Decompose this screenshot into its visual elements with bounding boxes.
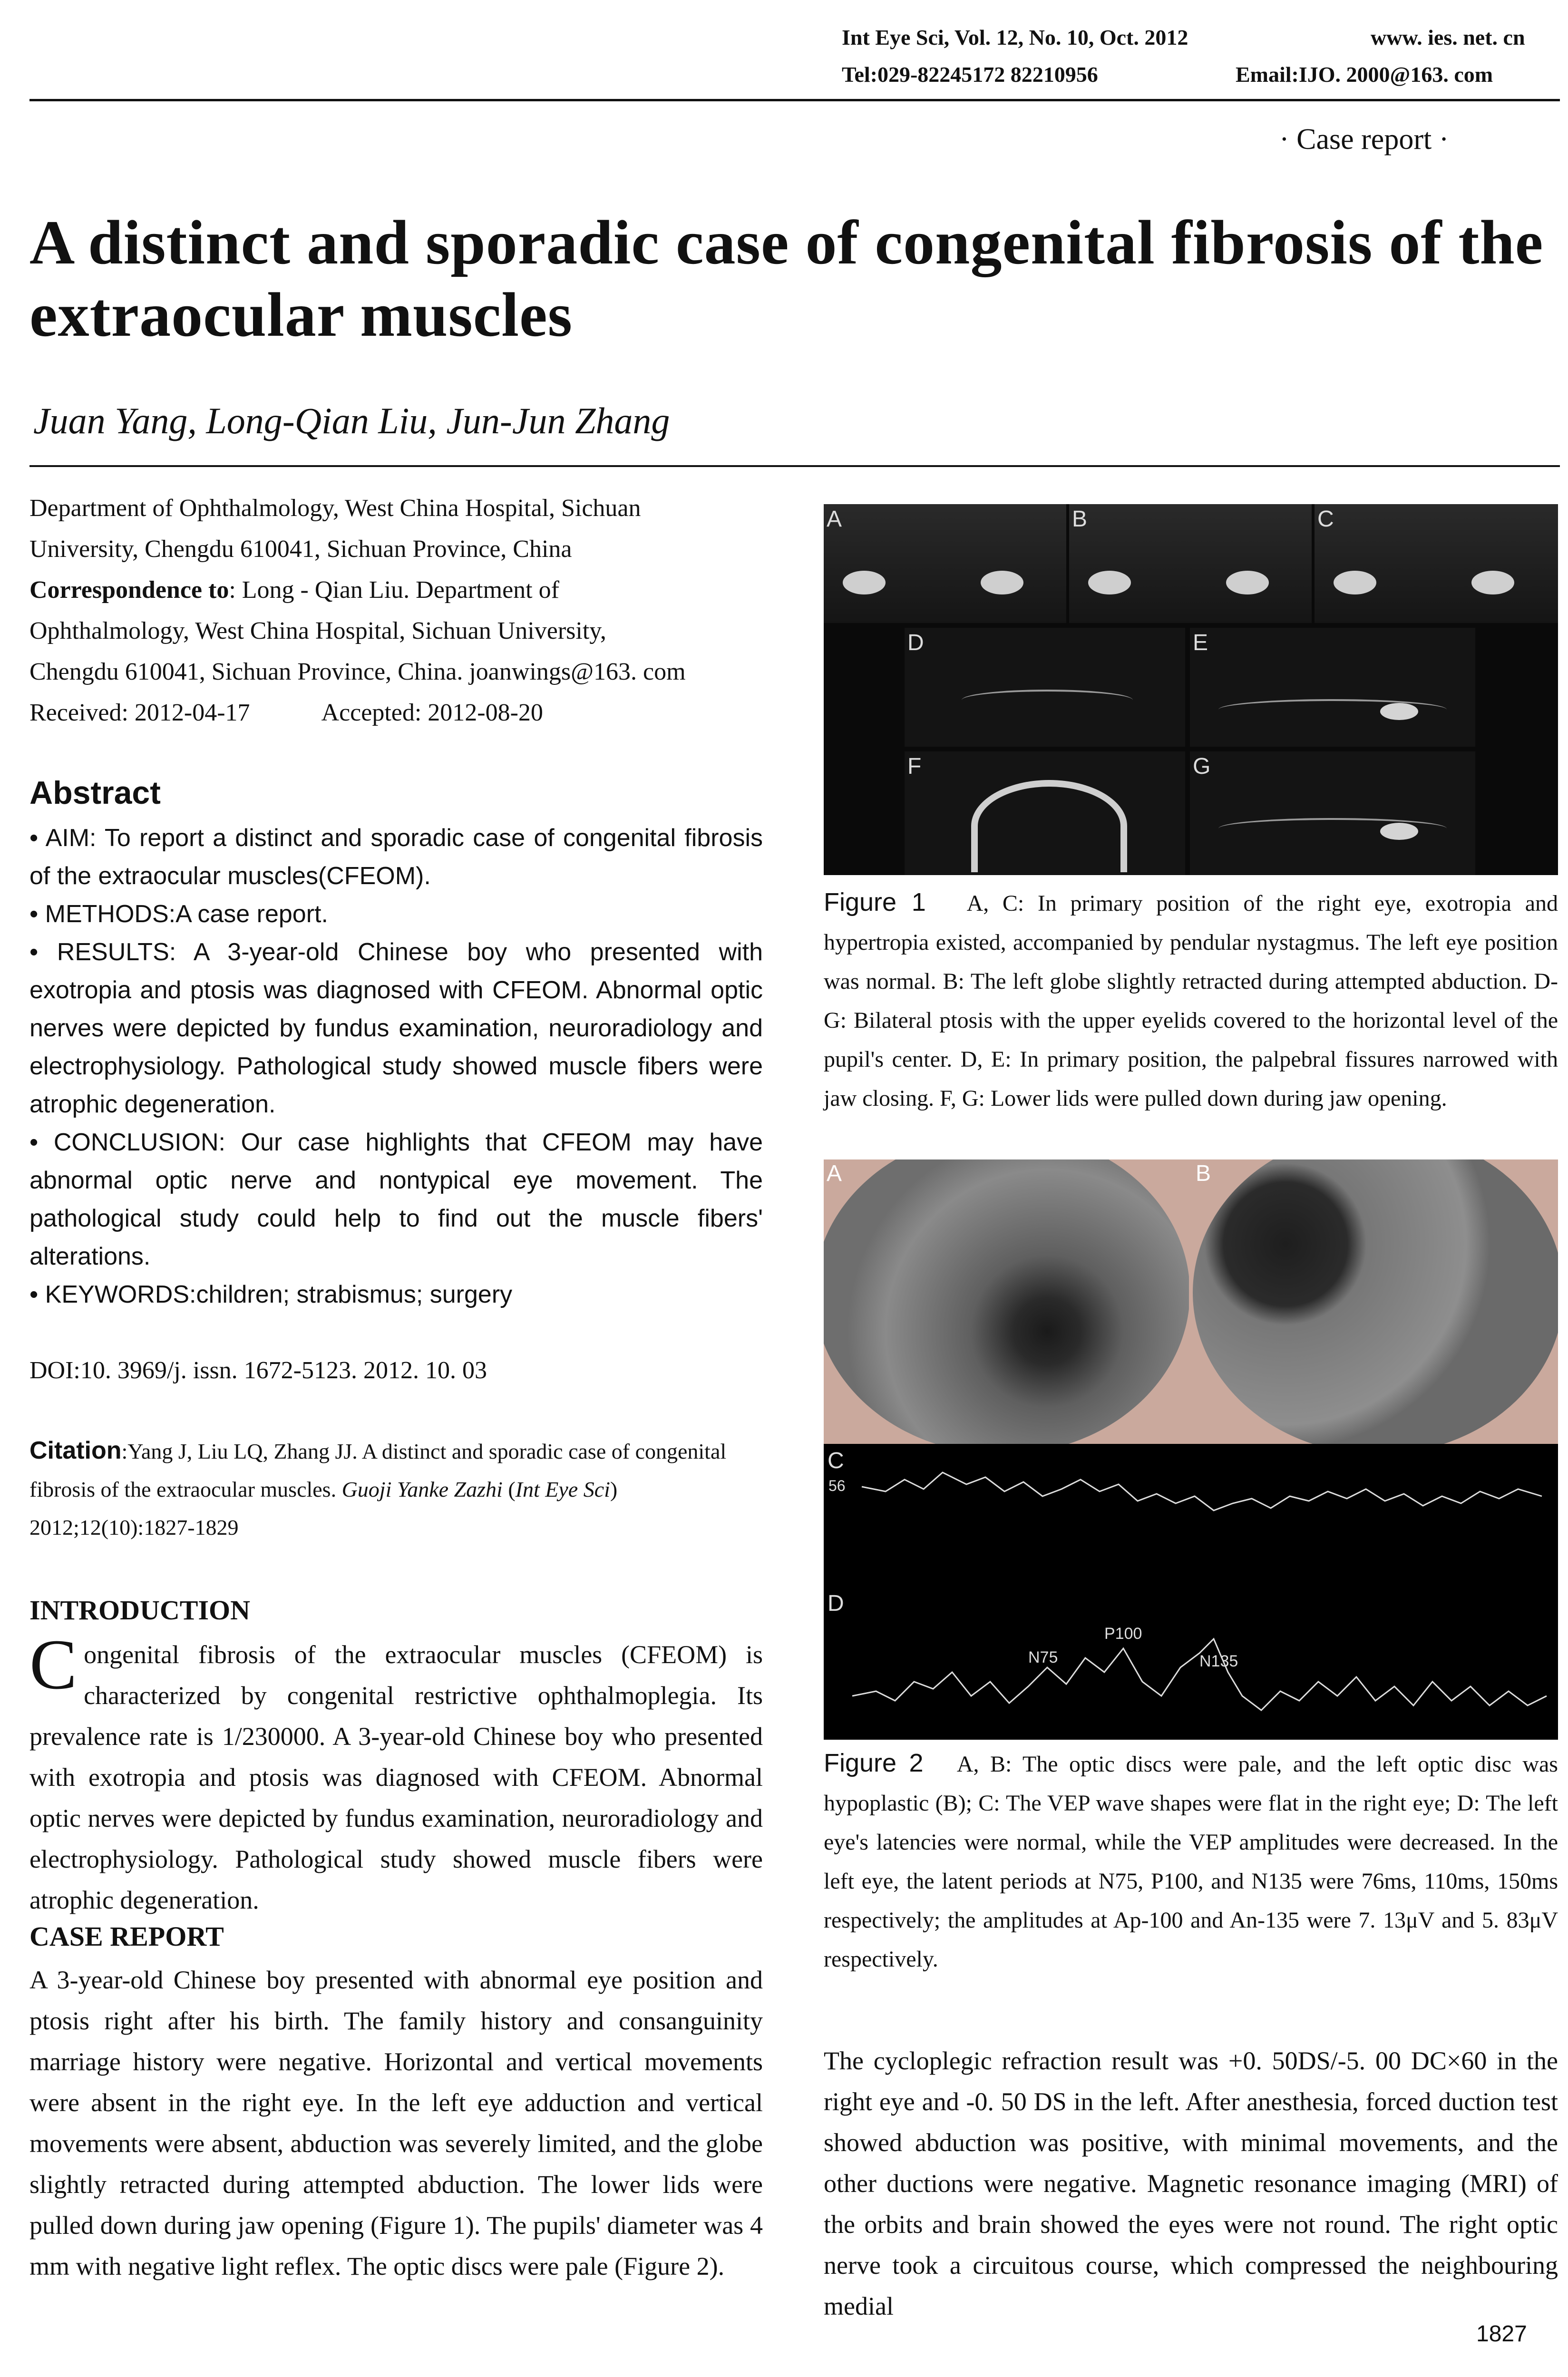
eye-shape <box>1334 571 1376 594</box>
panel-label: A <box>827 1161 842 1186</box>
citation-volume: ) 2012;12(10):1827-1829 <box>29 1477 618 1539</box>
abstract-keywords: • KEYWORDS:children; strabismus; surgery <box>29 1281 513 1308</box>
page-number: 1827 <box>1476 2321 1527 2347</box>
figure-2-caption <box>824 1744 1558 1979</box>
drop-cap: C <box>29 1625 78 1704</box>
citation-label: Citation <box>29 1437 122 1464</box>
eye-shape <box>981 571 1023 594</box>
case-report-body: A 3-year-old Chinese boy presented with abnormal eye position and ptosis right after his birth. The family history and consanguinity marriage history were negative. Horizontal and vertical movements were absent in the right eye. In the left eye adduction and vertical movements were absent, abduction was severely limited, and the globe slightly retracted during attempted abduction. The lower lids were pulled down during jaw opening (Figure 1). The pupils' diameter was 4 mm with negative light reflex. The optic discs were pale (Figure 2). <box>29 1966 763 2280</box>
title-line-2: extraocular muscles <box>29 280 573 350</box>
figure-2-panel-a <box>824 1159 1189 1444</box>
figure-2-panel-c <box>824 1444 1558 1587</box>
panel-label: B <box>1196 1161 1211 1186</box>
journal-email: Email:IJO. 2000@163. com <box>1236 62 1493 87</box>
eyelid-curve <box>971 780 1127 872</box>
figure-1-label: Figure 1 <box>824 888 926 916</box>
abstract-conclusion: • CONCLUSION: Our case highlights that CFEOM may have abnormal optic nerve and nontypical eye movement. The pathological study could help to find out the muscle fibers' alterations. <box>29 1129 763 1270</box>
eye-shape <box>843 571 886 594</box>
vep-peak-n135: N135 <box>1199 1652 1238 1670</box>
vep-d-trace <box>824 1587 1558 1740</box>
doi: DOI:10. 3969/j. issn. 1672-5123. 2012. 10. 03 <box>29 1357 487 1384</box>
vep-peak-n75: N75 <box>1028 1648 1058 1666</box>
abstract-methods: • METHODS:A case report. <box>29 900 328 928</box>
panel-label: D <box>828 1591 844 1616</box>
journal-issue-line: Int Eye Sci, Vol. 12, No. 10, Oct. 2012 <box>842 25 1188 49</box>
panel-label: G <box>1193 754 1211 779</box>
panel-label: E <box>1193 630 1208 655</box>
figure-1-panel-b <box>1069 504 1312 623</box>
eye-shape <box>1380 823 1418 840</box>
vep-peak-p100: P100 <box>1104 1625 1142 1643</box>
panel-label: C <box>1317 507 1334 532</box>
vep-c-trace <box>824 1444 1558 1587</box>
eyelid-curve <box>962 690 1133 711</box>
panel-label: C <box>828 1448 844 1473</box>
intro-text: ongenital fibrosis of the extraocular muscles (CFEOM) is characterized by congenital restrictive ophthalmoplegia. Its prevalence rate is 1/230000. A 3-year-old Chinese boy who presented with exotropia and ptosis was diagnosed with CFEOM. Abnormal optic nerves were depicted by fundus examination, neuroradiology and electrophysiology. Pathological study showed muscle fibers were atrophic degeneration. <box>29 1640 763 1914</box>
figure-2-panel-b <box>1193 1159 1558 1444</box>
journal-tel: Tel:029-82245172 82210956 <box>842 62 1098 87</box>
citation-text: :Yang J, Liu LQ, Zhang JJ. A distinct and sporadic case of congenital fibrosis of the extraocular muscles. <box>29 1439 727 1501</box>
affiliation-block <box>29 488 762 733</box>
authors: Juan Yang, Long-Qian Liu, Jun-Jun Zhang <box>33 400 670 441</box>
affiliation-line: Ophthalmology, West China Hospital, Sichuan University, <box>29 617 606 644</box>
vep-c-channel-label: 56 <box>828 1477 846 1494</box>
accepted-date: Accepted: 2012-08-20 <box>321 699 543 726</box>
article-title <box>29 206 1566 351</box>
figure-2-image <box>824 1159 1558 1740</box>
vep-c-line <box>862 1472 1542 1510</box>
panel-label: F <box>907 754 922 779</box>
figure-1-panel-f <box>905 751 1185 875</box>
title-line-1: A distinct and sporadic case of congenital fibrosis of the <box>29 207 1544 277</box>
figure-1-panel-d <box>905 628 1185 747</box>
eye-shape <box>1471 571 1514 594</box>
right-column-body: The cycloplegic refraction result was +0. 50DS/-5. 00 DC×60 in the right eye and -0. 50 DS in the left. After anesthesia, forced duction test showed abduction was positive, with minimal movements, and the other ductions were negative. Magnetic resonance imaging (MRI) of the orbits and brain showed the eyes were not round. The right optic nerve took a circuitous course, which compressed the neighbouring medial <box>824 2046 1558 2320</box>
figure-1-panel-g <box>1190 751 1475 875</box>
eye-shape <box>1088 571 1131 594</box>
journal-website: www. ies. net. cn <box>1371 25 1525 49</box>
fundus-b <box>1193 1159 1558 1444</box>
fundus-a <box>824 1159 1189 1444</box>
dates-line <box>29 692 762 733</box>
case-report-heading: CASE REPORT <box>29 1921 224 1952</box>
figure-1-panel-e <box>1190 628 1475 747</box>
affiliation-line: University, Chengdu 610041, Sichuan Province, China <box>29 536 572 563</box>
figure-1-caption <box>824 883 1558 1118</box>
figure-1-caption-text: A, C: In primary position of the right eye, exotropia and hypertropia existed, accompanied by pendular nystagmus. The left eye position was normal. B: The left globe slightly retracted during attempted abduction. D-G: Bilateral ptosis with the upper eyelids covered to the horizontal level of the pupil's center. D, E: In primary position, the palpebral fissures narrowed with jaw closing. F, G: Lower lids were pulled down during jaw opening. <box>824 891 1558 1111</box>
affiliation-line: Department of Ophthalmology, West China Hospital, Sichuan <box>29 495 641 522</box>
received-date: Received: 2012-04-17 <box>29 699 250 726</box>
eye-shape <box>1380 703 1418 720</box>
intro-body <box>29 1625 763 1920</box>
panel-label: A <box>827 507 842 532</box>
correspondence-label: Correspondence to <box>29 576 229 604</box>
figure-1-image <box>824 504 1558 875</box>
citation-journal-en: Int Eye Sci <box>515 1477 610 1501</box>
figure-2-panel-d <box>824 1587 1558 1740</box>
citation-paren: ( <box>508 1477 516 1501</box>
correspondence-line <box>29 570 762 611</box>
figure-1-panel-a <box>824 504 1066 623</box>
title-rule <box>29 465 1560 467</box>
header-rule <box>29 99 1560 101</box>
panel-label: B <box>1072 507 1088 532</box>
abstract-results: • RESULTS: A 3-year-old Chinese boy who presented with exotropia and ptosis was diagnosed with CFEOM. Abnormal optic nerves were depicted by fundus examination, neuroradiology and electrophysiology. Pathological study showed muscle fibers were atrophic degeneration. <box>29 938 763 1118</box>
citation-block <box>29 1432 763 1547</box>
figure-1-panel-c <box>1315 504 1558 623</box>
panel-label: D <box>907 630 924 655</box>
citation-journal: Guoji Yanke Zazhi <box>341 1477 503 1501</box>
correspondence-text: : Long - Qian Liu. Department of <box>229 576 559 604</box>
figure-2-caption-text: A, B: The optic discs were pale, and the left optic disc was hypoplastic (B); C: The VEP wave shapes were flat in the right eye; D: The left eye's latencies were normal, while the VEP amplitudes were decreased. In the left eye, the latent periods at N75, P100, and N135 were 76ms, 110ms, 150ms respectively; the amplitudes at Ap-100 and An-135 were 7. 13μV and 5. 83μV respectively. <box>824 1752 1558 1972</box>
abstract-heading: Abstract <box>29 775 161 811</box>
figure-2-label: Figure 2 <box>824 1749 924 1777</box>
affiliation-line: Chengdu 610041, Sichuan Province, China. joanwings@163. com <box>29 658 686 685</box>
section-tag: · Case report · <box>1279 123 1449 156</box>
vep-d-line <box>852 1639 1547 1710</box>
abstract-body <box>29 819 763 1314</box>
eye-shape <box>1226 571 1269 594</box>
intro-heading: INTRODUCTION <box>29 1595 251 1626</box>
abstract-aim: • AIM: To report a distinct and sporadic case of congenital fibrosis of the extraocular muscles(CFEOM). <box>29 824 763 890</box>
